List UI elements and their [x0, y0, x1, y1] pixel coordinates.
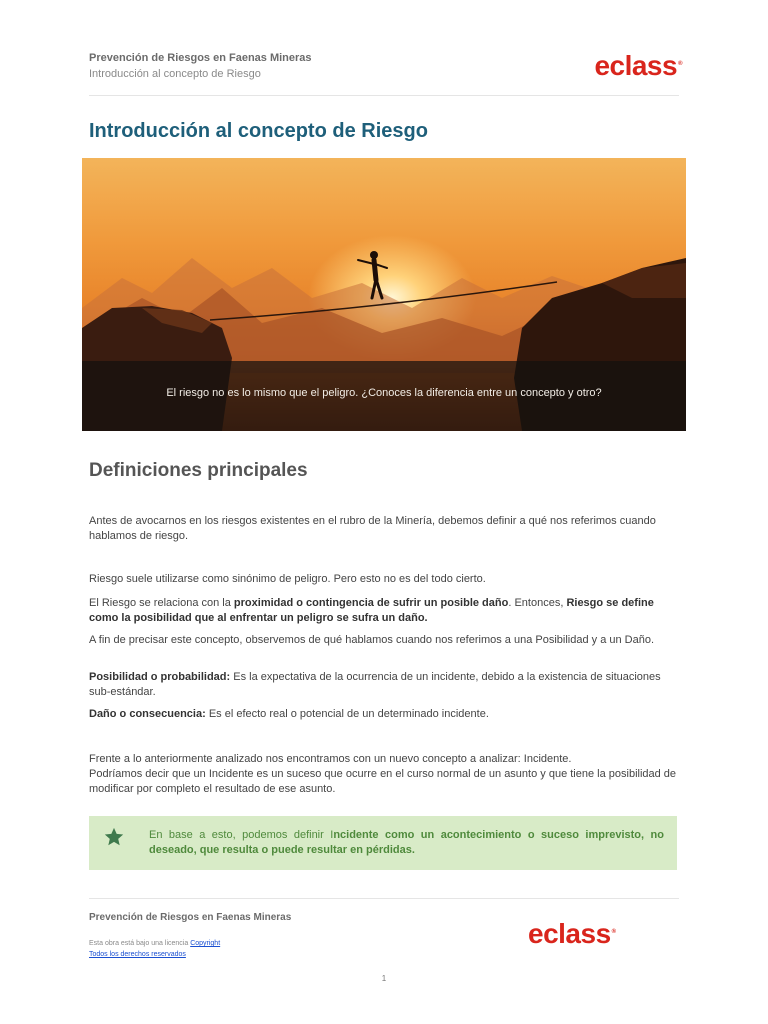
- callout-text: [149, 828, 664, 858]
- damage-label: Daño o consecuencia:: [89, 708, 206, 720]
- header-subtitle: Introducción al concepto de Riesgo: [89, 68, 261, 80]
- incident-line-1: Frente a lo anteriormente analizado nos encontramos con un nuevo concepto a analizar: Incidente.: [89, 753, 572, 765]
- logo-text: eclass: [594, 50, 678, 81]
- intro-paragraph: Antes de avocarnos en los riesgos existentes en el rubro de la Minería, debemos definir a qué nos referimos cuando hablamos de riesgo.: [89, 515, 656, 542]
- probability-definition: [89, 670, 679, 700]
- callout-text-bold: ncidente como un acontecimiento o suceso imprevisto, no deseado, que resulta o puede resultar en pérdidas.: [149, 829, 664, 856]
- section-title: Definiciones principales: [89, 460, 308, 481]
- header-course-title: Prevención de Riesgos en Faenas Mineras: [89, 52, 312, 64]
- damage-text: Es el efecto real o potencial de un determinado incidente.: [205, 708, 489, 720]
- probability-label: Posibilidad o probabilidad:: [89, 671, 231, 683]
- incident-paragraph: [89, 752, 679, 797]
- rights-link[interactable]: Todos los derechos reservados: [89, 951, 186, 958]
- risk-entonces-text: . Entonces,: [508, 597, 567, 609]
- incident-line-2: Podríamos decir que un Incidente es un suceso que ocurre en el curso normal de un asunto y que tiene la posibilidad de modificar por completo el resultado de ese asunto.: [89, 768, 677, 795]
- eclass-footer-logo: [528, 918, 616, 950]
- eclass-logo: [594, 50, 682, 82]
- callout-text-intro: En base a esto, podemos definir I: [149, 829, 334, 841]
- synonym-paragraph: Riesgo suele utilizarse como sinónimo de peligro. Pero esto no es del todo cierto.: [89, 573, 486, 585]
- footer-license: [89, 938, 220, 960]
- footer-course-title: Prevención de Riesgos en Faenas Mineras: [89, 912, 292, 923]
- footer-divider: [89, 898, 679, 899]
- hero-image: [82, 158, 686, 431]
- damage-definition: [89, 707, 679, 722]
- hero-caption: El riesgo no es lo mismo que el peligro. ¿Conoces la diferencia entre un concepto y otro?: [82, 361, 686, 431]
- risk-definition-paragraph: [89, 596, 679, 626]
- probability-text: Es la expectativa de la ocurrencia de un incidente, debido a la existencia de situaciones sub-estándar.: [89, 671, 661, 698]
- page-title: Introducción al concepto de Riesgo: [89, 120, 428, 142]
- footer-logo-registered-mark: ®: [611, 928, 616, 935]
- header-divider: [89, 95, 679, 96]
- footer-logo-text: eclass: [528, 918, 611, 949]
- page-number: 1: [381, 974, 387, 983]
- copyright-link[interactable]: Copyright: [190, 940, 221, 947]
- definition-callout: [89, 816, 677, 870]
- risk-definition-bold: Riesgo se define como la posibilidad que al enfrentar un peligro se sufra un daño.: [89, 597, 654, 624]
- star-icon: [103, 826, 125, 848]
- precise-paragraph: A fin de precisar este concepto, observemos de qué hablamos cuando nos referimos a una Posibilidad y a un Daño.: [89, 634, 655, 646]
- license-text: Esta obra está bajo una licencia: [89, 940, 191, 947]
- risk-proximity-bold: proximidad o contingencia de sufrir un posible daño: [233, 597, 509, 609]
- logo-registered-mark: ®: [678, 60, 682, 67]
- risk-relate-text: El Riesgo se relaciona con la: [89, 597, 234, 609]
